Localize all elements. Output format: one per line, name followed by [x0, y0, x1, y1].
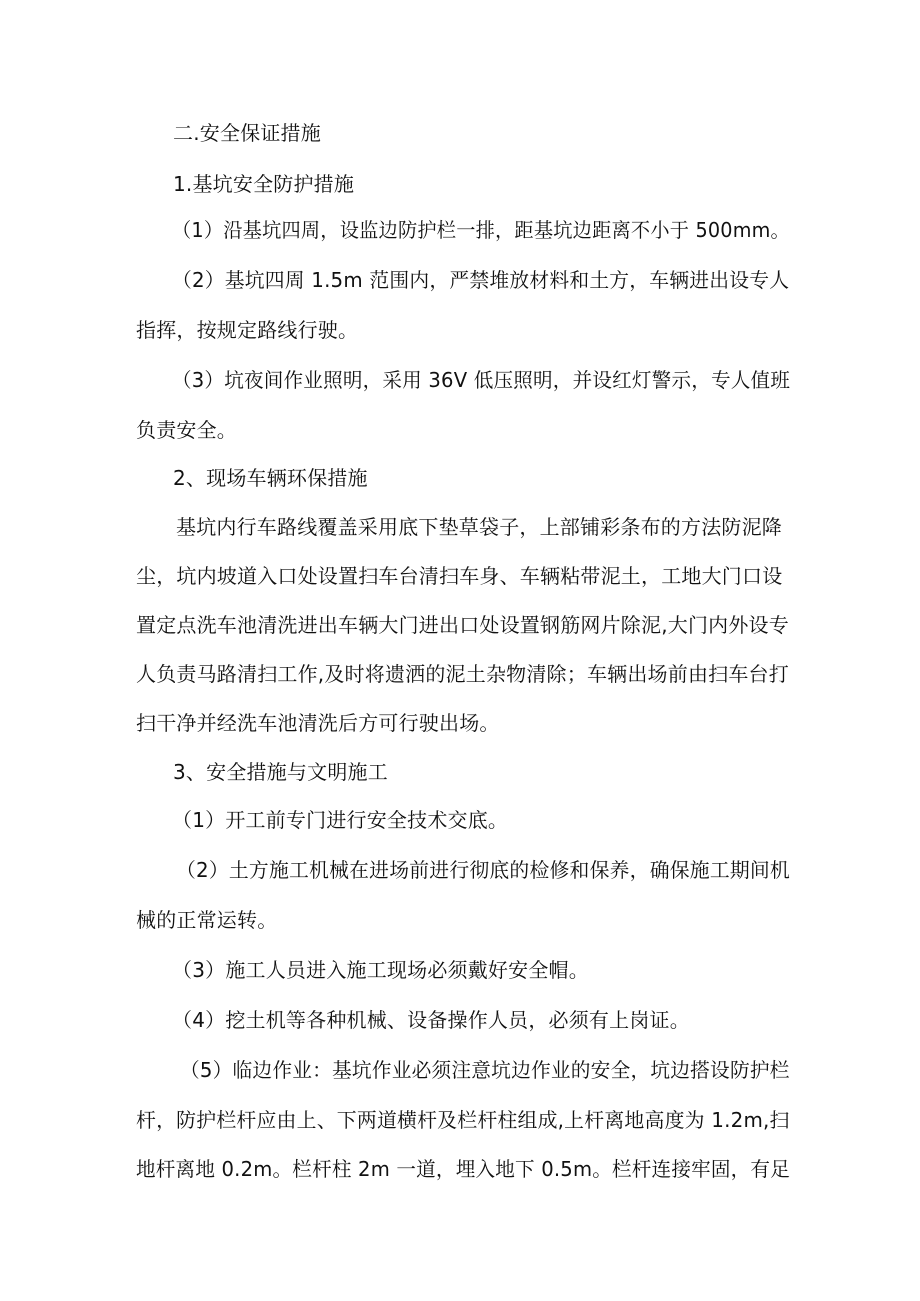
paragraph-line: （2）基坑四周 1.5m 范围内，严禁堆放材料和土方，车辆进出设专人	[172, 268, 790, 292]
paragraph-line: 指挥，按规定路线行驶。	[136, 318, 359, 342]
paragraph-line: 尘，坑内坡道入口处设置扫车台清扫车身、车辆粘带泥土，工地大门口设	[136, 564, 783, 588]
paragraph-line: （5）临边作业：基坑作业必须注意坑边作业的安全，坑边搭设防护栏	[180, 1058, 790, 1082]
section-title: 3、安全措施与文明施工	[173, 760, 388, 784]
paragraph-line: 扫干净并经洗车池清洗后方可行驶出场。	[136, 711, 500, 735]
paragraph-line: （3）坑夜间作业照明，采用 36V 低压照明，并设红灯警示，专人值班	[172, 368, 791, 392]
paragraph-line: 基坑内行车路线覆盖采用底下垫草袋子，上部铺彩条布的方法防泥降	[176, 515, 782, 539]
paragraph-line: 负责安全。	[136, 418, 237, 442]
paragraph-line: 杆，防护栏杆应由上、下两道横杆及栏杆柱组成,上杆离地高度为 1.2m,扫	[136, 1108, 790, 1132]
paragraph-line: 置定点洗车池清洗进出车辆大门进出口处设置钢筋网片除泥,大门内外设专	[136, 613, 789, 637]
paragraph-line: 械的正常运转。	[136, 908, 278, 932]
paragraph-line: （3）施工人员进入施工现场必须戴好安全帽。	[172, 958, 589, 982]
paragraph-line: （1）沿基坑四周，设监边防护栏一排，距基坑边距离不小于 500mm。	[172, 218, 790, 242]
section-title: 1.基坑安全防护措施	[173, 172, 355, 196]
section-title: 2、现场车辆环保措施	[173, 466, 368, 490]
paragraph-line: （1）开工前专门进行安全技术交底。	[172, 808, 509, 832]
paragraph-line: 地杆离地 0.2m。栏杆柱 2m 一道，埋入地下 0.5m。栏杆连接牢固，有足	[136, 1157, 790, 1181]
paragraph-line: （4）挖土机等各种机械、设备操作人员，必须有上岗证。	[172, 1008, 690, 1032]
page-heading: 二.安全保证措施	[173, 121, 321, 145]
paragraph-line: 人负责马路清扫工作,及时将遗洒的泥土杂物清除；车辆出场前由扫车台打	[136, 662, 789, 686]
paragraph-line: （2）土方施工机械在进场前进行彻底的检修和保养，确保施工期间机	[176, 858, 790, 882]
